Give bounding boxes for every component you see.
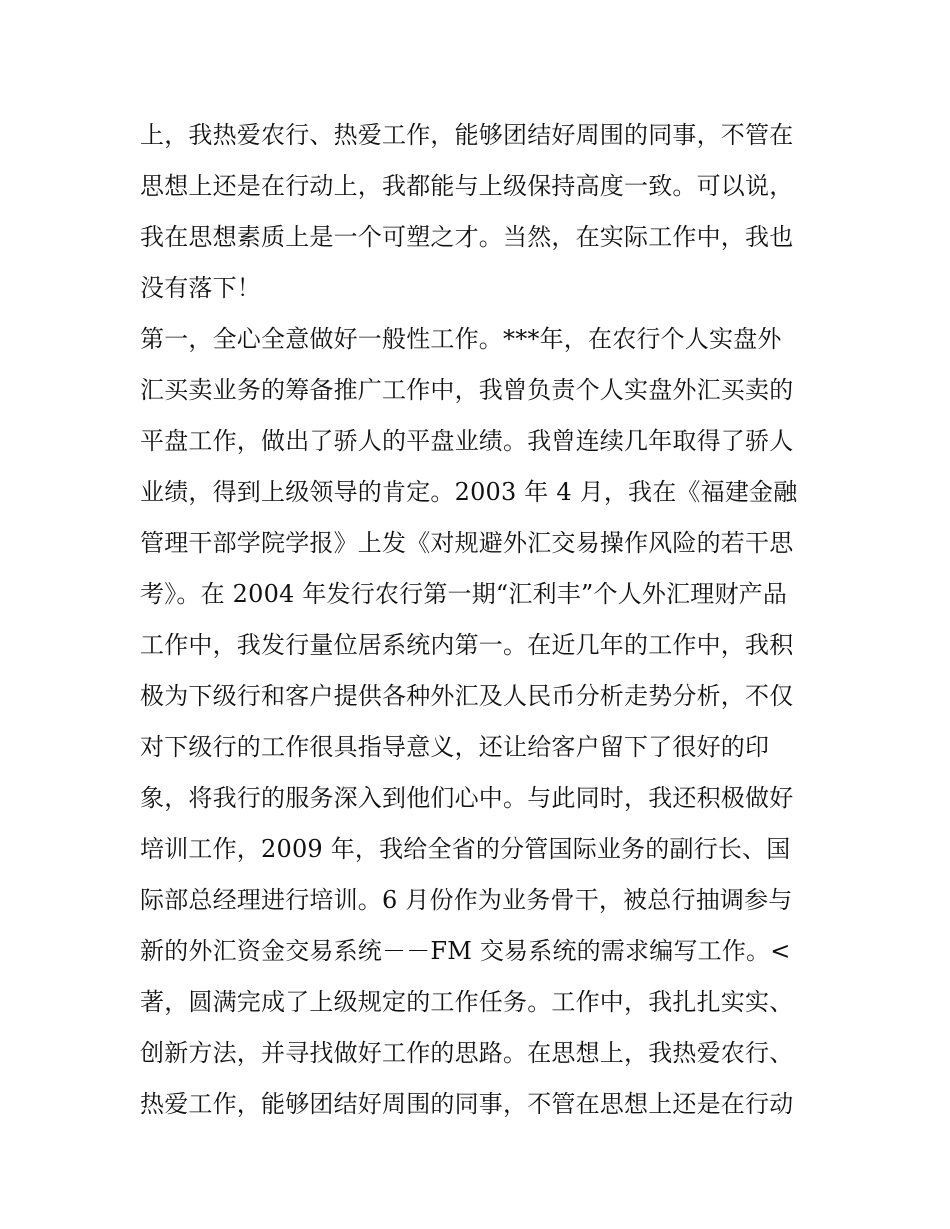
text-line: 考》。在 2004 年发行农行第一期“汇利丰”个人外汇理财产品 [140,580,788,608]
text-line: 极为下级行和客户提供各种外汇及人民币分析走势分析，不仅 [140,682,794,710]
text-line: 培训工作，2009 年，我给全省的分管国际业务的副行长、国 [140,835,791,863]
text-line: 平盘工作，做出了骄人的平盘业绩。我曾连续几年取得了骄人 [140,427,794,455]
text-line: 没有落下！ [140,274,261,302]
text-line: 创新方法，并寻找做好工作的思路。在思想上，我热爱农行、 [140,1039,794,1067]
text-line: 际部总经理进行培训。6 月份作为业务骨干，被总行抽调参与 [140,886,793,914]
text-line: 新的外汇资金交易系统－－FM 交易系统的需求编写工作。< [140,937,791,965]
text-line: 对下级行的工作很具指导意义，还让给客户留下了很好的印 [140,733,770,761]
text-line: 汇买卖业务的筹备推广工作中，我曾负责个人实盘外汇买卖的 [140,376,794,404]
text-line: 我在思想素质上是一个可塑之才。当然，在实际工作中，我也 [140,223,794,251]
text-line: 工作中，我发行量位居系统内第一。在近几年的工作中，我积 [140,631,794,659]
text-line: 象，将我行的服务深入到他们心中。与此同时，我还积极做好 [140,784,794,812]
text-line: 思想上还是在行动上，我都能与上级保持高度一致。可以说， [140,172,794,200]
text-line: 业绩，得到上级领导的肯定。2003 年 4 月，我在《福建金融 [140,478,798,506]
text-line: 热爱工作，能够团结好周围的同事，不管在思想上还是在行动 [140,1090,794,1118]
text-line: 上，我热爱农行、热爱工作，能够团结好周围的同事，不管在 [140,121,794,149]
text-line: 管理干部学院学报》上发《对规避外汇交易操作风险的若干思 [140,529,794,557]
text-line: 著，圆满完成了上级规定的工作任务。工作中，我扎扎实实、 [140,988,794,1016]
text-line: 第一，全心全意做好一般性工作。***年，在农行个人实盘外 [140,325,782,353]
body-text [140,110,830,1130]
